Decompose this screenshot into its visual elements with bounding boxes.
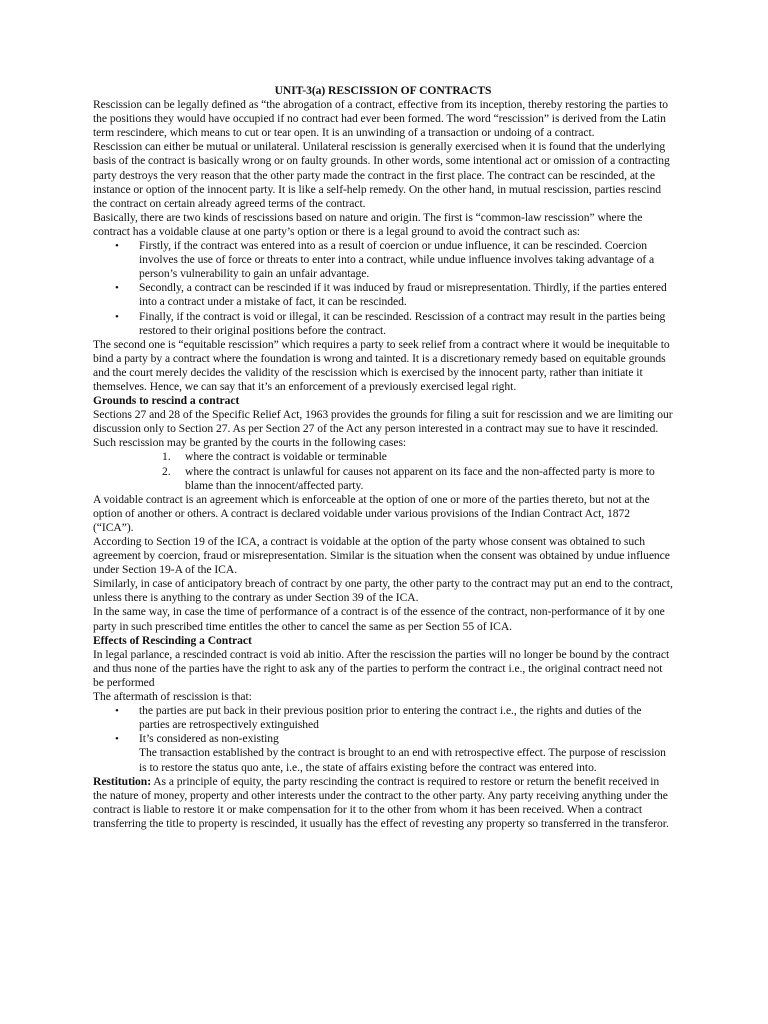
list-item-text: Secondly, a contract can be rescinded if it was induced by fraud or misrepresentation. Thirdly, if the parties entered into a contract under a mistake of fact, it can be rescinded. xyxy=(139,281,667,309)
paragraph-sections: Sections 27 and 28 of the Specific Relief Act, 1963 provides the grounds for filing a suit for rescission and we are limiting our discussion only to Section 27. As per Section 27 of the Act any person interested in a contract may sue to have it rescinded. Such rescission may be granted by the courts in the following cases: xyxy=(93,408,673,450)
list-item-text: Firstly, if the contract was entered into as a result of coercion or undue influence, it can be rescinded. Coercion involves the use of force or threats to enter into a contract, while undue influence involves taking advantage of a person’s vulnerability to gain an unfair advantage. xyxy=(139,239,655,281)
document-page xyxy=(93,84,673,831)
bullet-icon: • xyxy=(115,733,119,746)
page-title: UNIT-3(a) RESCISSION OF CONTRACTS xyxy=(274,84,492,97)
list-item-detail: The transaction established by the contract is brought to an end with retrospective effect. The purpose of rescission is to restore the status quo ante, i.e., the state of affairs existing before the contract was entered into. xyxy=(139,746,666,774)
list-item xyxy=(93,465,673,493)
paragraph-equitable: The second one is “equitable rescission” which requires a party to seek relief from a contract where it would be inequitable to bind a party by a contract where the foundation is wrong and tainted. It is a discretionary remedy based on equitable grounds and the court merely decides the validity of the rescission which is exercised by the innocent party, rather than initiate it themselves. Hence, we can say that it’s an enforcement of a previously exercised legal right. xyxy=(93,337,670,393)
bullet-icon: • xyxy=(115,310,119,323)
list-item-text: It’s considered as non-existing xyxy=(139,732,279,746)
list-item xyxy=(93,704,673,732)
paragraph-definition: Rescission can be legally defined as “the abrogation of a contract, effective from its inception, thereby restoring the parties to the positions they would have occupied if no contract had ever been formed. The word “rescission” is derived from the Latin term rescindere, which means to cut or tear open. It is an unwinding of a transaction or undoing of a contract. xyxy=(93,98,669,140)
list-item xyxy=(93,239,673,281)
paragraph-restitution xyxy=(93,775,673,831)
paragraph-time-essence: In the same way, in case the time of performance of a contract is of the essence of the contract, non-performance of it by one party in such prescribed time entitles the other to cancel the same as per Section 55 of ICA. xyxy=(93,605,665,633)
list-item xyxy=(93,281,673,309)
list-number: 1. xyxy=(162,450,171,464)
paragraph-voidable: A voidable contract is an agreement which is enforceable at the option of one or more of the parties thereto, but not at the option of another or others. A contract is declared voidable under various provisions of the Indian Contract Act, 1872 (“ICA”). xyxy=(93,492,650,534)
list-item-text: Finally, if the contract is void or illegal, it can be rescinded. Rescission of a contract may result in the parties being restored to their original positions before the contract. xyxy=(139,309,666,337)
paragraph-anticipatory-breach: Similarly, in case of anticipatory breach of contract by one party, the other party to the contract may put an end to the contract, unless there is anything to the contrary as under Section 39 of the ICA. xyxy=(93,577,673,605)
list-item xyxy=(93,450,673,464)
heading-effects: Effects of Rescinding a Contract xyxy=(93,633,252,647)
list-number: 2. xyxy=(162,464,171,478)
paragraph-void-ab-initio: In legal parlance, a rescinded contract is void ab initio. After the rescission the parties will no longer be bound by the contract and thus none of the parties have the right to ask any of the parties to perform the contract i.e., the original contract need not be performed xyxy=(93,647,670,689)
list-item-text: the parties are put back in their previous position prior to entering the contract i.e., the rights and duties of the parties are retrospectively extinguished xyxy=(139,704,642,732)
aftermath-list xyxy=(93,704,673,774)
paragraph-aftermath: The aftermath of rescission is that: xyxy=(93,690,252,704)
paragraph-mutual-unilateral: Rescission can either be mutual or unilateral. Unilateral rescission is generally exercised when it is found that the underlying basis of the contract is basically wrong or on faulty grounds. In other words, some intentional act or omission of a contracting party destroys the very reason that the other party made the contract in the first place. The contract can be rescinded, at the instance or option of the innocent party. It is like a self-help remedy. On the other hand, in mutual rescission, parties rescind the contract on certain already agreed terms of the contract. xyxy=(93,140,670,210)
common-law-list xyxy=(93,239,673,338)
bullet-icon: • xyxy=(115,705,119,718)
bullet-icon: • xyxy=(115,282,119,295)
list-item xyxy=(93,310,673,338)
cases-list xyxy=(93,450,673,492)
restitution-lead: Restitution: xyxy=(93,774,152,788)
paragraph-kinds: Basically, there are two kinds of rescissions based on nature and origin. The first is “common-law rescission” where the contract has a voidable clause at one party’s option or there is a legal ground to avoid the contract such as: xyxy=(93,210,643,238)
list-item xyxy=(93,732,673,774)
restitution-text: As a principle of equity, the party rescinding the contract is required to restore or return the benefit received in the nature of money, property and other interests under the contract to the other party. Any party receiving anything under the contract is liable to restore it or make compensation for it to the other from whom it has been received. When a contract transferring the title to property is rescinded, it usually has the effect of revesting any property so transferred in the transferor. xyxy=(93,774,669,830)
bullet-icon: • xyxy=(115,240,119,253)
heading-grounds: Grounds to rescind a contract xyxy=(93,394,240,408)
list-item-text: where the contract is voidable or terminable xyxy=(185,450,387,464)
list-item-text: where the contract is unlawful for causes not apparent on its face and the non-affected party is more to blame than the innocent/affected party. xyxy=(185,464,655,492)
paragraph-section-19: According to Section 19 of the ICA, a contract is voidable at the option of the party whose consent was obtained to such agreement by coercion, fraud or misrepresentation. Similar is the situation when the consent was obtained by undue influence under Section 19-A of the ICA. xyxy=(93,535,670,577)
